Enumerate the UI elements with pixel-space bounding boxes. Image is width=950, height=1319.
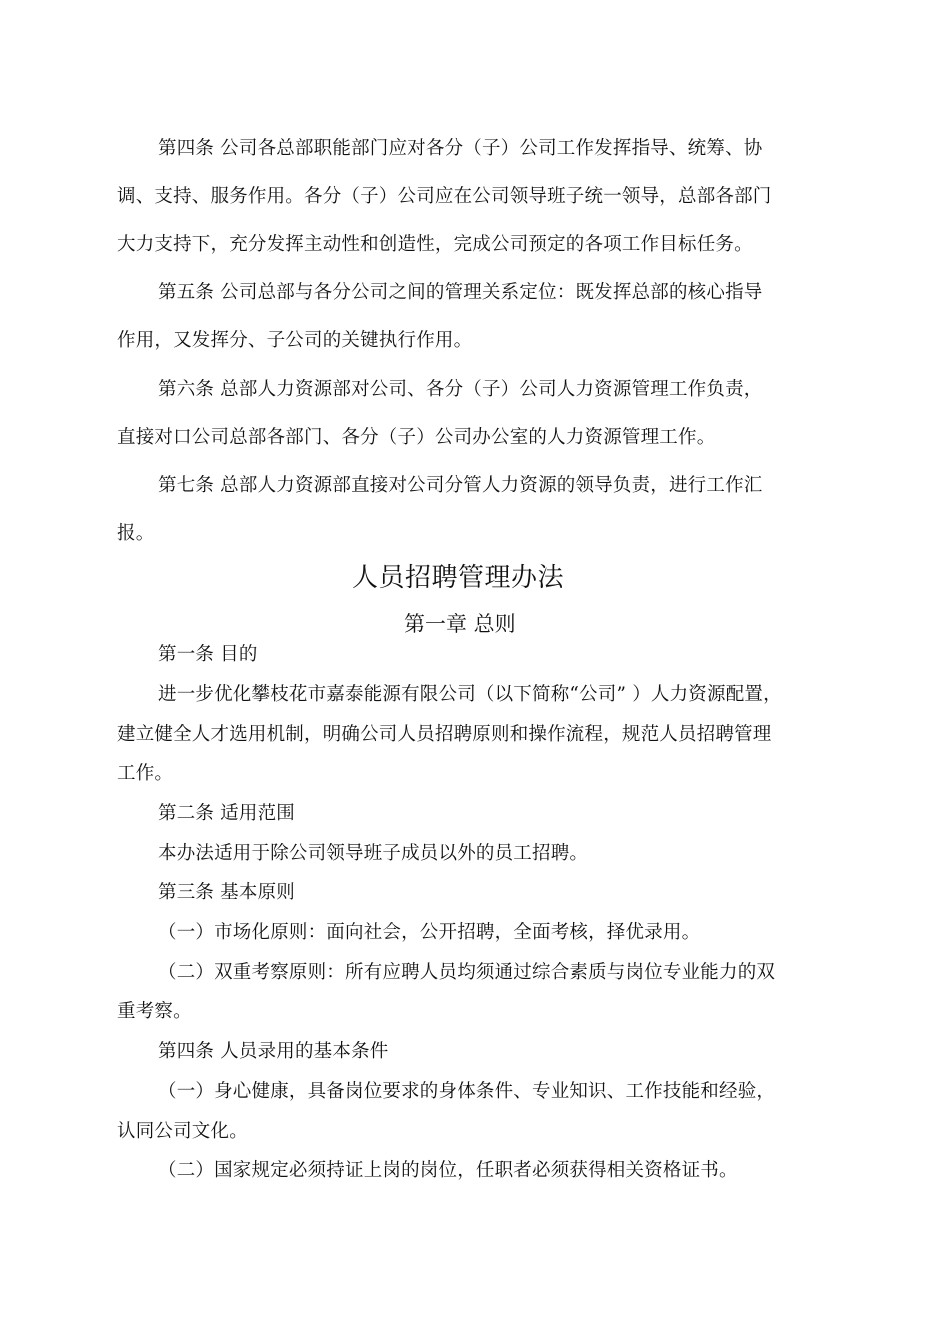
article-3-heading: 第三条 基本原则 (158, 882, 295, 903)
article-2-heading: 第二条 适用范围 (158, 803, 295, 824)
article-4b-item-1-line-1: （一）身心健康，具备岗位要求的身体条件、专业知识、工作技能和经验， (158, 1081, 776, 1102)
article-1-heading: 第一条 目的 (158, 644, 258, 665)
article-4b-heading: 第四条 人员录用的基本条件 (158, 1041, 389, 1062)
article-4b-item-2: （二）国家规定必须持证上岗的岗位，任职者必须获得相关资格证书。 (158, 1160, 738, 1181)
article-3-item-1: （一）市场化原则：面向社会，公开招聘，全面考核，择优录用。 (158, 922, 701, 943)
article-3-item-2-line-2: 重考察。 (117, 1001, 192, 1022)
article-7-line-2: 报。 (117, 523, 155, 544)
article-7-line-1: 第七条 总部人力资源部直接对公司分管人力资源的领导负责，进行工作汇 (158, 475, 763, 496)
article-6-line-1: 第六条 总部人力资源部对公司、各分（子）公司人力资源管理工作负责， (158, 379, 763, 400)
article-1-line-3: 工作。 (117, 763, 174, 784)
article-4-line-3: 大力支持下，充分发挥主动性和创造性，完成公司预定的各项工作目标任务。 (117, 234, 753, 255)
article-6-line-2: 直接对口公司总部各部门、各分（子）公司办公室的人力资源管理工作。 (117, 427, 716, 448)
article-5-line-2: 作用，又发挥分、子公司的关键执行作用。 (117, 330, 473, 351)
article-4-line-1: 第四条 公司各总部职能部门应对各分（子）公司工作发挥指导、统筹、协 (158, 138, 763, 159)
article-4-line-2: 调、支持、服务作用。各分（子）公司应在公司领导班子统一领导，总部各部门 (117, 186, 772, 207)
article-3-item-2-line-1: （二）双重考察原则：所有应聘人员均须通过综合素质与岗位专业能力的双 (158, 962, 776, 983)
article-1-line-1: 进一步优化攀枝花市嘉泰能源有限公司（以下简称“公司” ）人力资源配置， (158, 684, 782, 705)
document-title: 人员招聘管理办法 (352, 563, 565, 593)
article-5-line-1: 第五条 公司总部与各分公司之间的管理关系定位：既发挥总部的核心指导 (158, 282, 763, 303)
article-1-line-2: 建立健全人才选用机制，明确公司人员招聘原则和操作流程，规范人员招聘管理 (117, 724, 772, 745)
chapter-heading: 第一章 总则 (404, 612, 516, 636)
article-4b-item-1-line-2: 认同公司文化。 (117, 1121, 248, 1142)
article-2-line-1: 本办法适用于除公司领导班子成员以外的员工招聘。 (158, 843, 589, 864)
